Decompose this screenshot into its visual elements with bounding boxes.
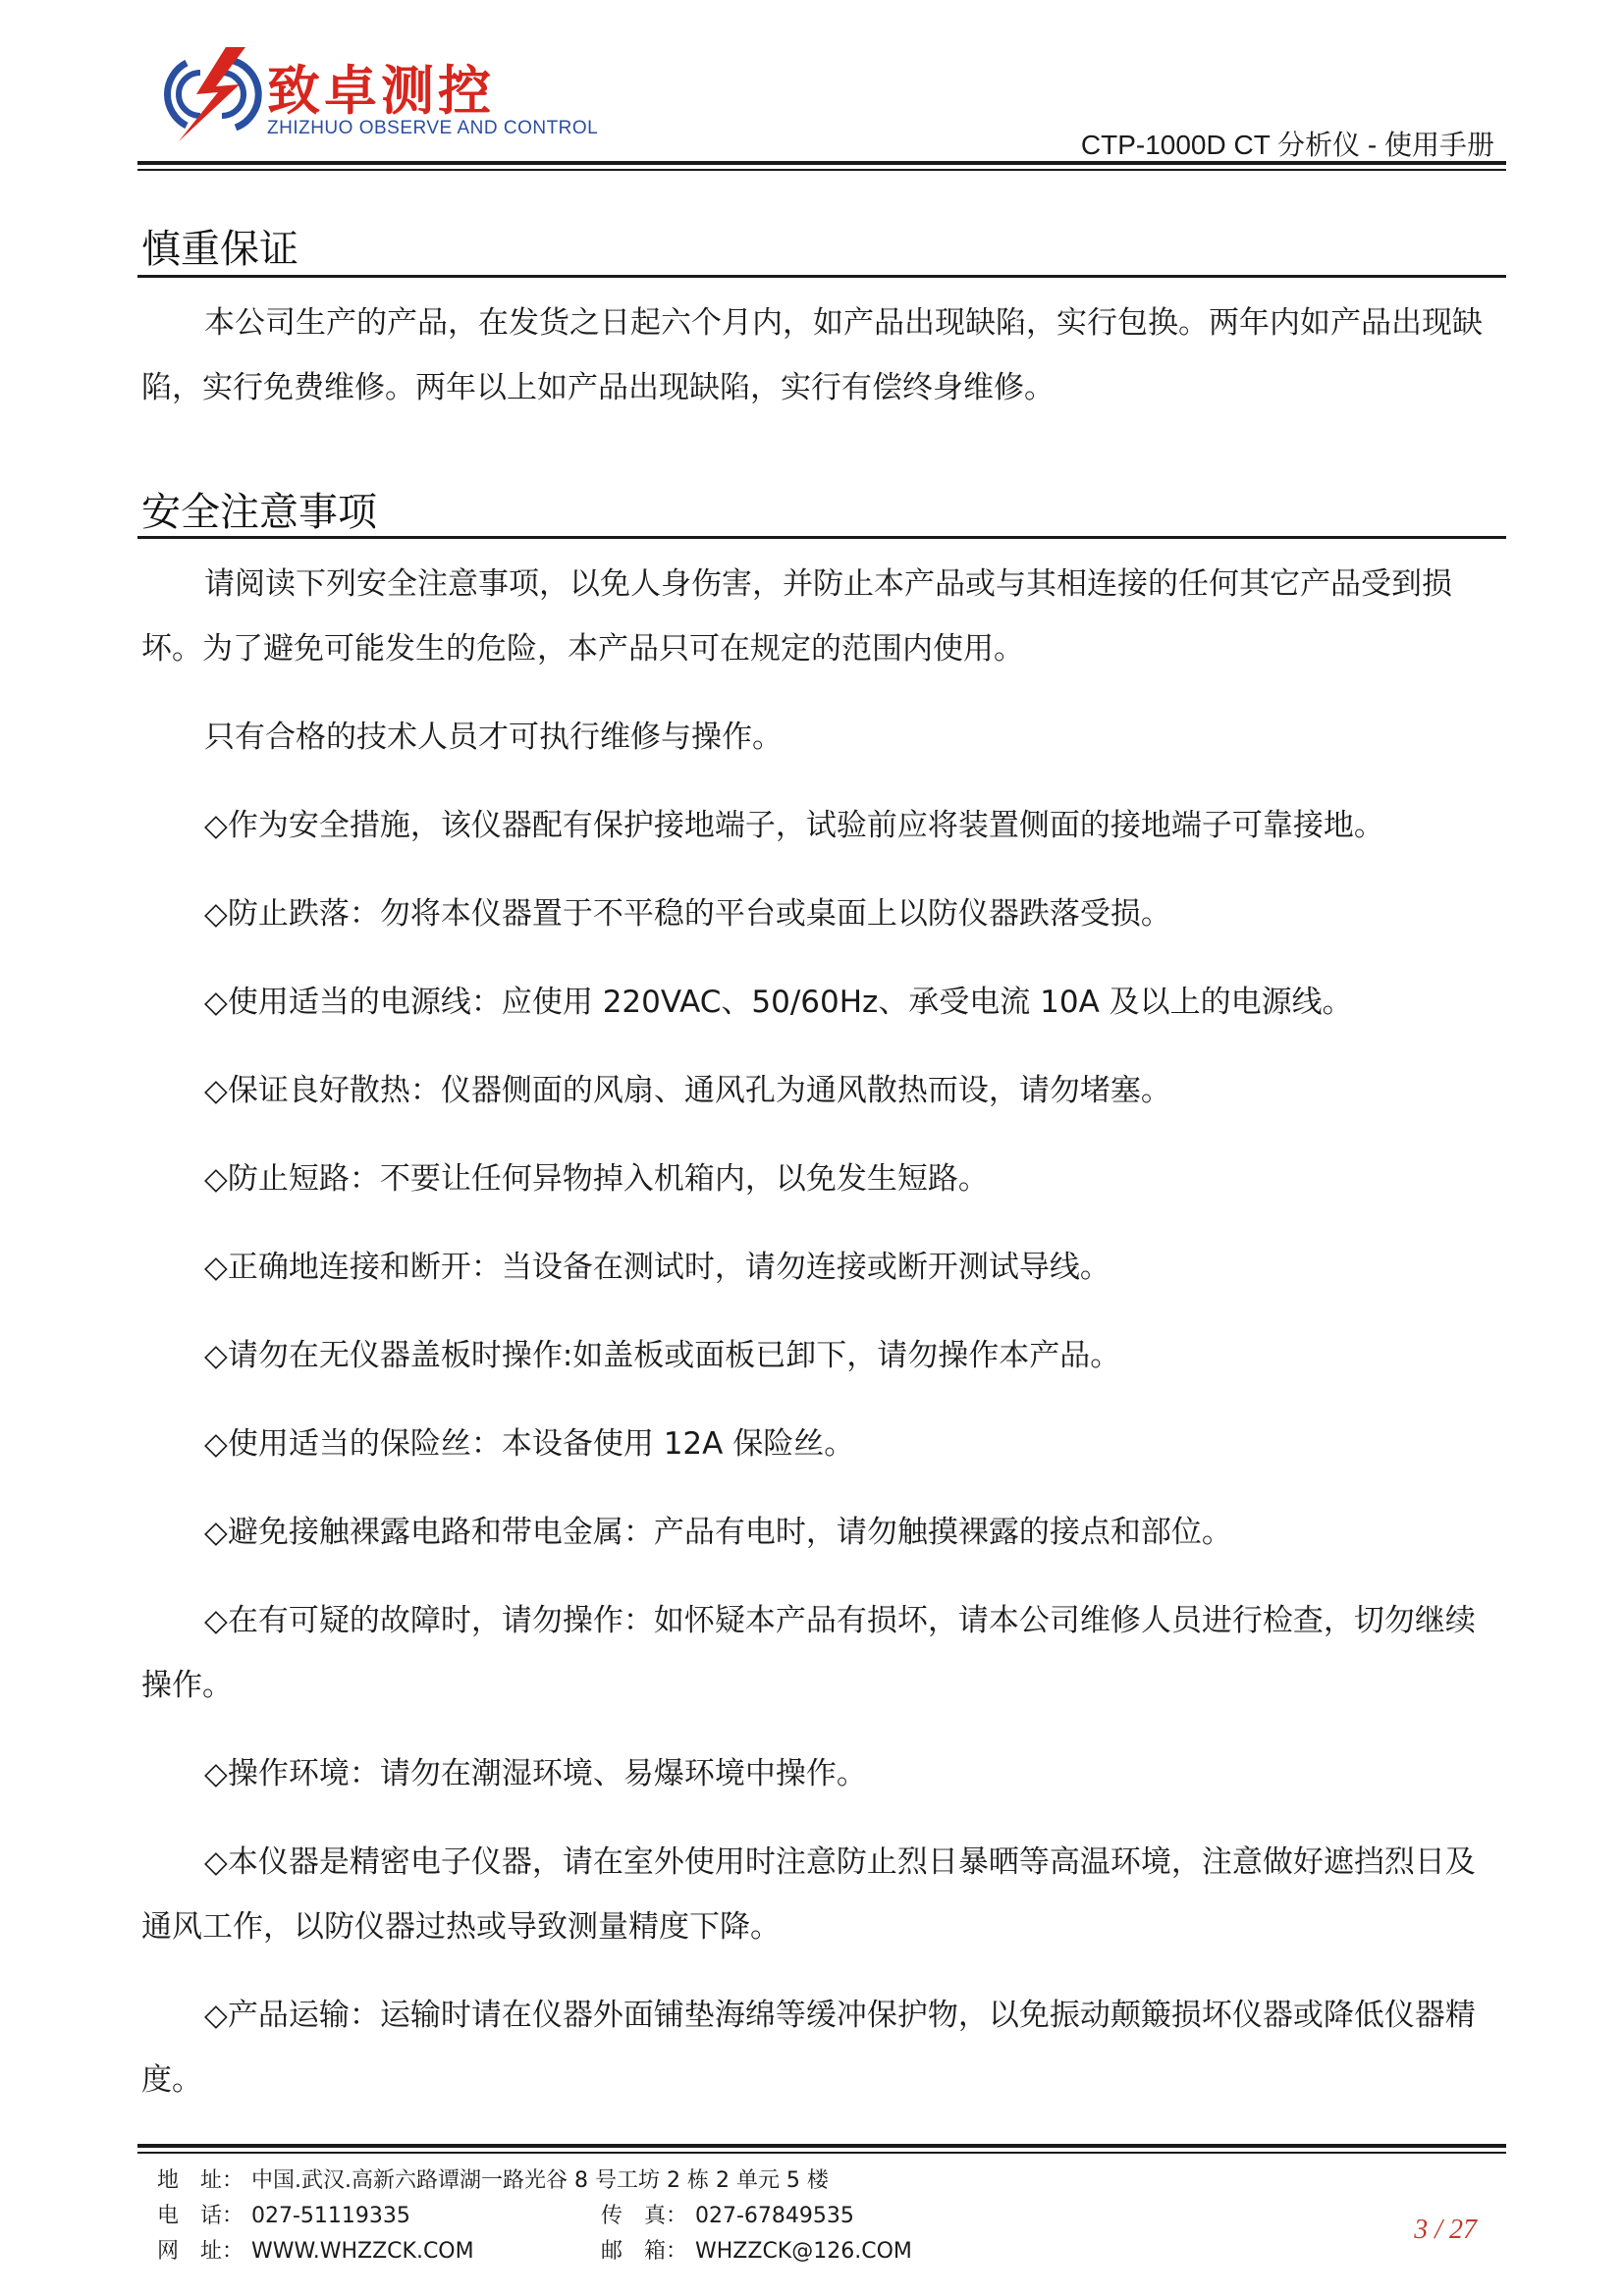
warranty-paragraph: 本公司生产的产品，在发货之日起六个月内，如产品出现缺陷，实行包换。两年内如产品出现缺陷，实行免费维修。两年以上如产品出现缺陷，实行有偿终身维修。 [141, 305, 1483, 405]
safety-item-anti-fall: ◇防止跌落：勿将本仪器置于不平稳的平台或桌面上以防仪器跌落受损。 [204, 896, 1171, 932]
footer-website-value: WWW.WHZZCK.COM [251, 2239, 474, 2264]
safety-heading-rule [137, 536, 1506, 539]
footer-website [157, 2234, 474, 2265]
footer-phone-label: 电 话： [157, 2204, 244, 2228]
footer-email-value: WHZZCK@126.COM [695, 2239, 912, 2264]
safety-item-suspected-fault: ◇在有可疑的故障时，请勿操作：如怀疑本产品有损坏，请本公司维修人员进行检查，切勿继续操作。 [141, 1603, 1476, 1703]
page-number: 3 / 27 [1414, 2215, 1477, 2245]
footer-email-label: 邮 箱： [601, 2239, 688, 2264]
header-divider-thin [137, 169, 1506, 171]
footer-website-label: 网 址： [157, 2239, 244, 2264]
footer-address-value: 中国.武汉.高新六路谭湖一路光谷 8 号工坊 2 栋 2 单元 5 楼 [251, 2168, 829, 2193]
safety-item-outdoor-use: ◇本仪器是精密电子仪器，请在室外使用时注意防止烈日暴晒等高温环境，注意做好遮挡烈日及通风工作，以防仪器过热或导致测量精度下降。 [141, 1844, 1476, 1945]
lightning-logo-icon [157, 43, 265, 146]
safety-item-short-circuit: ◇防止短路：不要让任何异物掉入机箱内，以免发生短路。 [204, 1161, 989, 1197]
warranty-heading-rule [137, 275, 1506, 278]
safety-heading: 安全注意事项 [141, 490, 377, 535]
safety-item-cover-plate: ◇请勿在无仪器盖板时操作:如盖板或面板已卸下，请勿操作本产品。 [204, 1338, 1121, 1373]
safety-intro-paragraph: 请阅读下列安全注意事项，以免人身伤害，并防止本产品或与其相连接的任何其它产品受到损坏。为了避免可能发生的危险，本产品只可在规定的范围内使用。 [141, 566, 1452, 667]
logo-english-name: ZHIZHUO OBSERVE AND CONTROL [267, 118, 599, 138]
company-logo [157, 39, 599, 152]
document-title: CTP-1000D CT 分析仪 - 使用手册 [1080, 130, 1494, 160]
footer-fax-value: 027-67849535 [695, 2204, 854, 2228]
warranty-heading: 慎重保证 [141, 227, 298, 272]
footer-divider [137, 2144, 1506, 2148]
footer-phone-value: 027-51119335 [251, 2204, 410, 2228]
safety-item-transport: ◇产品运输：运输时请在仪器外面铺垫海绵等缓冲保护物，以免振动颠簸损坏仪器或降低仪器精度。 [141, 1998, 1476, 2098]
footer-fax-label: 传 真： [601, 2204, 688, 2228]
footer-address-label: 地 址： [157, 2168, 244, 2193]
safety-item-connect-disconnect: ◇正确地连接和断开：当设备在测试时，请勿连接或断开测试导线。 [204, 1250, 1110, 1285]
safety-qualified-staff: 只有合格的技术人员才可执行维修与操作。 [204, 720, 783, 755]
logo-chinese-name: 致卓测控 [267, 60, 495, 122]
safety-item-exposed-circuit: ◇避免接触裸露电路和带电金属：产品有电时，请勿触摸裸露的接点和部位。 [204, 1515, 1232, 1550]
footer-address [157, 2163, 829, 2194]
safety-item-cooling: ◇保证良好散热：仪器侧面的风扇、通风孔为通风散热而设，请勿堵塞。 [204, 1073, 1171, 1108]
footer-divider-thin [137, 2152, 1506, 2154]
footer-phone [157, 2199, 410, 2229]
footer-email [601, 2234, 912, 2265]
safety-item-fuse: ◇使用适当的保险丝：本设备使用 12A 保险丝。 [204, 1426, 855, 1462]
header-divider [137, 161, 1506, 165]
safety-item-power-cord: ◇使用适当的电源线：应使用 220VAC、50/60Hz、承受电流 10A 及以上的电源线。 [204, 985, 1353, 1020]
footer-fax [601, 2199, 854, 2229]
safety-item-environment: ◇操作环境：请勿在潮湿环境、易爆环境中操作。 [204, 1756, 867, 1791]
safety-item-grounding: ◇作为安全措施，该仪器配有保护接地端子，试验前应将装置侧面的接地端子可靠接地。 [204, 808, 1384, 843]
